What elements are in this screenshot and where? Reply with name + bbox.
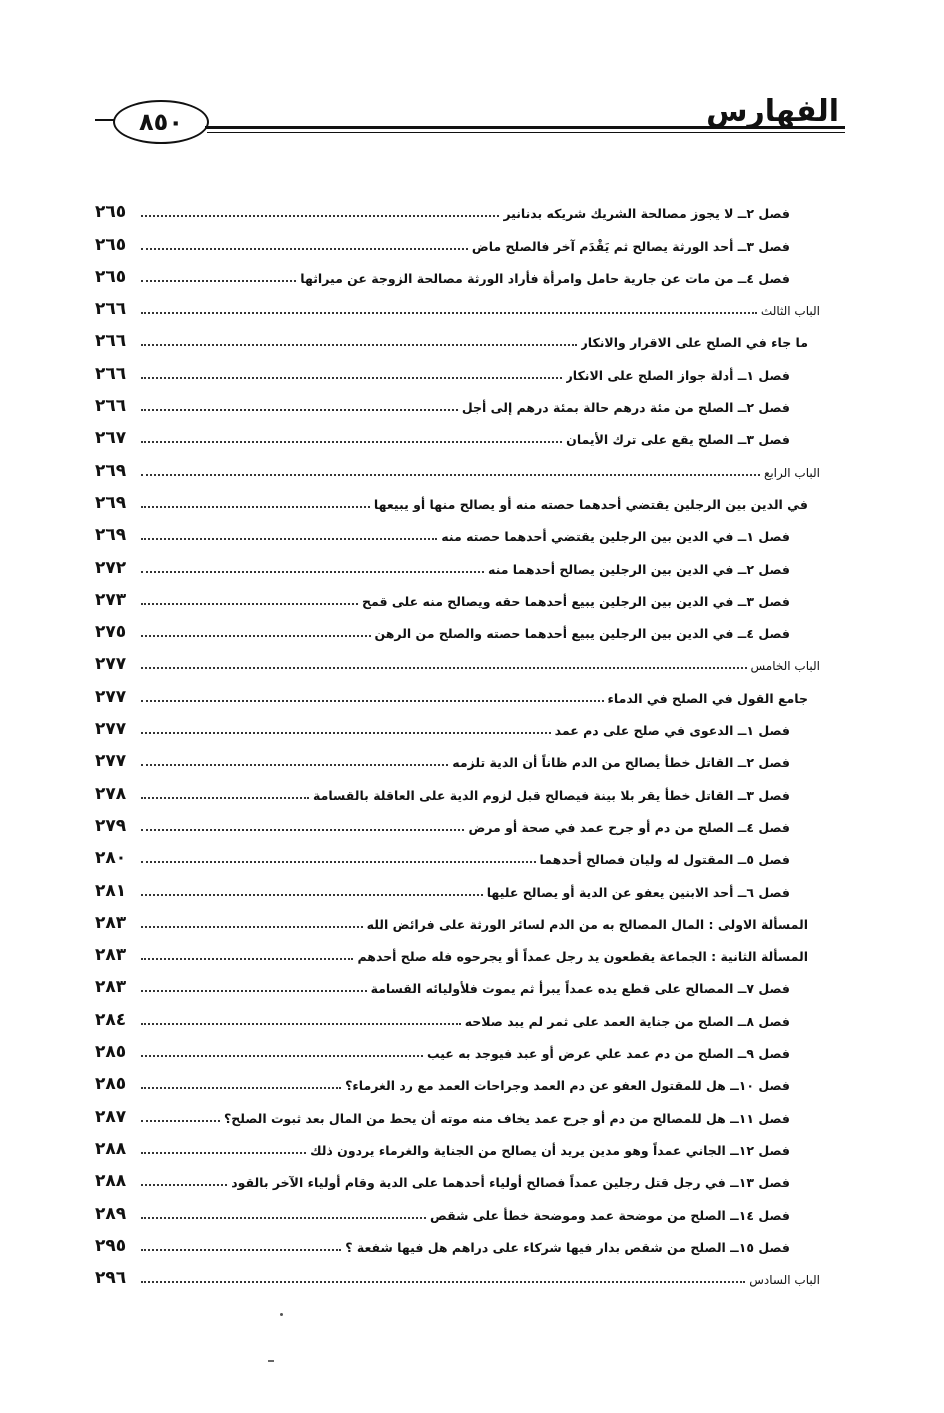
dot-leader [141,666,747,669]
dot-leader [141,570,484,573]
toc-entry [95,1258,820,1290]
toc-page-number: ٢٦٦ [95,363,127,384]
toc-page-number: ٢٨١ [95,880,127,901]
dot-leader [141,1216,426,1219]
toc-page-number: ٢٦٦ [95,299,127,320]
toc-entry [95,483,820,515]
toc-entry-title: فصل ٧ــ المصالح على قطع يده عمداً يبرأ ثم يموت فلأوليائه القسامة [370,981,790,997]
table-of-contents [95,192,820,1290]
toc-entry-title: فصل ١٠ــ هل للمقتول العفو عن دم العمد وجراحات العمد مع رد الغرماء؟ [345,1078,790,1094]
toc-entry [95,967,820,999]
toc-entry-title: الباب الخامس [750,659,820,674]
toc-page-number: ٢٦٧ [95,428,127,449]
dot-leader [141,408,458,411]
dot-leader [141,1280,745,1283]
toc-entry-title: الباب السادس [749,1273,820,1288]
page-title: الفهارس [706,94,839,129]
toc-entry [95,418,820,450]
toc-page-number: ٢٨٥ [95,1042,127,1063]
toc-page-number: ٢٦٩ [95,460,127,481]
toc-entry [95,676,820,708]
dot-leader [141,1248,341,1251]
toc-page-number: ٢٦٥ [95,202,127,223]
toc-page-number: ٢٨٨ [95,1138,127,1159]
toc-entry [95,1226,820,1258]
toc-entry [95,903,820,935]
toc-entry-title: فصل ٣ــ القاتل خطأ يقر بلا بينة فيصالح قبل لزوم الدية على العاقلة بالقسامة [313,787,790,803]
toc-page-number: ٢٦٦ [95,396,127,417]
toc-page-number: ٢٧٧ [95,654,127,675]
toc-entry-title: فصل ١٥ــ الصلح من شقص بدار فيها شركاء على دراهم هل فيها شفعة ؟ [345,1239,790,1255]
toc-entry-title: فصل ٢ــ لا يجوز مصالحة الشريك شريكه بدنانير [503,206,790,222]
toc-page-number: ٢٩٥ [95,1235,127,1256]
dot-leader [141,279,296,282]
toc-entry [95,224,820,256]
toc-entry [95,999,820,1031]
dot-leader [141,699,604,702]
toc-entry-title: فصل ١ــ أدلة جواز الصلح على الانكار [565,367,790,383]
toc-entry-title: فصل ١٢ــ الجاني عمداً وهو مدين يريد أن يصالح من الجناية والغرماء يردون ذلك [310,1142,790,1158]
toc-page-number: ٢٦٥ [95,266,127,287]
toc-entry [95,289,820,321]
toc-entry [95,547,820,579]
toc-entry [95,1193,820,1225]
toc-entry-title: فصل ٩ــ الصلح من دم عمد علي عرض أو عبد فيوجد به عيب [426,1046,790,1062]
dot-leader [141,311,757,314]
dot-leader [141,925,363,928]
toc-entry [95,450,820,482]
toc-entry-title: الباب الثالث [760,304,820,319]
dot-leader [141,1022,461,1025]
toc-entry [95,870,820,902]
toc-page-number: ٢٧٣ [95,589,127,610]
page-header [95,92,845,152]
toc-entry-title: فصل ٤ــ الصلح من دم أو جرح عمد في صحة أو مرض [468,819,790,835]
dot-leader [141,634,371,637]
dot-leader [141,1086,341,1089]
dot-leader [141,860,536,863]
toc-entry-title: فصل ٢ــ في الدين بين الرجلين يصالح أحدهما منه [488,561,790,577]
header-rule-tip [95,119,115,121]
toc-page-number: ٢٦٥ [95,234,127,255]
dot-leader [141,1183,227,1186]
toc-page-number: ٢٨٩ [95,1203,127,1224]
page-number: ٨٥٠ [113,100,209,144]
toc-entry [95,1096,820,1128]
toc-page-number: ٢٨٠ [95,848,127,869]
toc-entry-title: المسألة الثانية : الجماعة يقطعون يد رجل عمداً أو يجرحوه فله صلح أحدهم [357,949,808,965]
toc-page-number: ٢٦٩ [95,525,127,546]
toc-page-number: ٢٧٧ [95,686,127,707]
dot-leader [141,1119,220,1122]
toc-entry-title: في الدين بين الرجلين يقتضي أحدهما حصته منه أو يصالح منها أو يبيعها [373,496,808,512]
toc-entry-title: فصل ١١ــ هل للمصالح من دم أو جرح عمد يخاف منه موته أن يحط من المال بعد ثبوت الصلح؟ [223,1110,790,1126]
toc-entry [95,1064,820,1096]
toc-entry-title: فصل ٨ــ الصلح من جناية العمد على ثمر لم يبد صلاحه [464,1013,790,1029]
toc-entry-title: فصل ١ــ الدعوى في صلح على دم عمد [554,723,790,739]
toc-entry-title: فصل ٤ــ من مات عن جارية حامل وامرأة فأراد الورثة مصالحة الزوجة عن ميراثها [300,270,790,286]
toc-entry [95,1032,820,1064]
dot-leader [141,957,353,960]
toc-entry-title: فصل ٣ــ في الدين بين الرجلين يبيع أحدهما حقه ويصالح منه على قمح [361,593,790,609]
dot-leader [141,763,448,766]
toc-entry [95,741,820,773]
dot-leader [141,473,760,476]
dot-leader [141,796,309,799]
toc-entry [95,612,820,644]
toc-page-number: ٢٨٣ [95,977,127,998]
dot-leader [141,440,562,443]
dot-leader [141,602,358,605]
toc-page-number: ٢٩٦ [95,1268,127,1289]
toc-entry [95,773,820,805]
toc-entry-title: فصل ٤ــ في الدين بين الرجلين يبيع أحدهما حصته والصلح من الرهن [374,626,790,642]
toc-entry-title: فصل ١٤ــ الصلح من موضحة عمد وموضحة خطأ على شقص [430,1207,790,1223]
scan-speck [280,1313,283,1316]
toc-entry [95,580,820,612]
toc-entry-title: فصل ٣ــ أحد الورثة يصالح ثم يَقْدَم آخر فالصلح ماض [471,238,790,254]
toc-entry-title: فصل ٣ــ الصلح يقع على ترك الأيمان [566,432,790,448]
toc-page-number: ٢٨٥ [95,1074,127,1095]
toc-page-number: ٢٧٧ [95,719,127,740]
toc-page-number: ٢٧٧ [95,751,127,772]
toc-entry-title: فصل ٦ــ أحد الابنين يعفو عن الدية أو يصالح عليها [486,884,790,900]
dot-leader [141,893,483,896]
header-rule-thin [207,132,845,133]
toc-page-number: ٢٨٣ [95,912,127,933]
dot-leader [141,247,468,250]
toc-entry [95,1129,820,1161]
toc-entry [95,1161,820,1193]
toc-entry [95,709,820,741]
toc-page-number: ٢٦٩ [95,492,127,513]
toc-entry-title: فصل ١ــ في الدين بين الرجلين يقتضي أحدهما حصته منه [441,529,790,545]
toc-entry [95,806,820,838]
dot-leader [141,343,577,346]
toc-entry [95,257,820,289]
dot-leader [141,1151,306,1154]
toc-page-number: ٢٨٣ [95,945,127,966]
dot-leader [141,214,499,217]
toc-entry [95,644,820,676]
dot-leader [141,376,562,379]
toc-entry [95,515,820,547]
toc-entry-title: فصل ٥ــ المقتول له وليان فصالح أحدهما [539,852,790,868]
toc-page-number: ٢٦٦ [95,331,127,352]
toc-entry [95,386,820,418]
dot-leader [141,989,367,992]
toc-page-number: ٢٧٢ [95,557,127,578]
dot-leader [141,731,551,734]
scan-speck [268,1360,274,1362]
toc-page-number: ٢٧٨ [95,783,127,804]
toc-entry [95,192,820,224]
toc-entry-title: المسألة الاولى : المال المصالح به من الدم لسائر الورثة على فرائض الله [366,916,808,932]
toc-page-number: ٢٧٩ [95,815,127,836]
dot-leader [141,505,370,508]
toc-entry [95,838,820,870]
toc-entry-title: جامع القول في الصلح في الدماء [607,690,808,706]
toc-entry-title: فصل ٢ــ القاتل خطأ يصالح من الدم ظاناً أن الدية تلزمه [452,755,790,771]
toc-entry [95,935,820,967]
toc-entry-title: الباب الرابع [763,465,820,480]
dot-leader [141,828,464,831]
dot-leader [141,1054,423,1057]
toc-page-number: ٢٨٨ [95,1171,127,1192]
toc-page-number: ٢٨٧ [95,1106,127,1127]
toc-entry-title: فصل ١٣ــ في رجل قتل رجلين عمداً فصالح أولياء أحدهما على الدية وقام أولياء الآخر بالقود [231,1175,790,1191]
toc-page-number: ٢٧٥ [95,622,127,643]
dot-leader [141,537,437,540]
toc-entry [95,321,820,353]
toc-entry-title: ما جاء في الصلح على الاقرار والانكار [580,335,808,351]
toc-entry [95,353,820,385]
toc-page-number: ٢٨٤ [95,1009,127,1030]
toc-entry-title: فصل ٢ــ الصلح من مئة درهم حالة بمئة درهم إلى أجل [461,400,790,416]
